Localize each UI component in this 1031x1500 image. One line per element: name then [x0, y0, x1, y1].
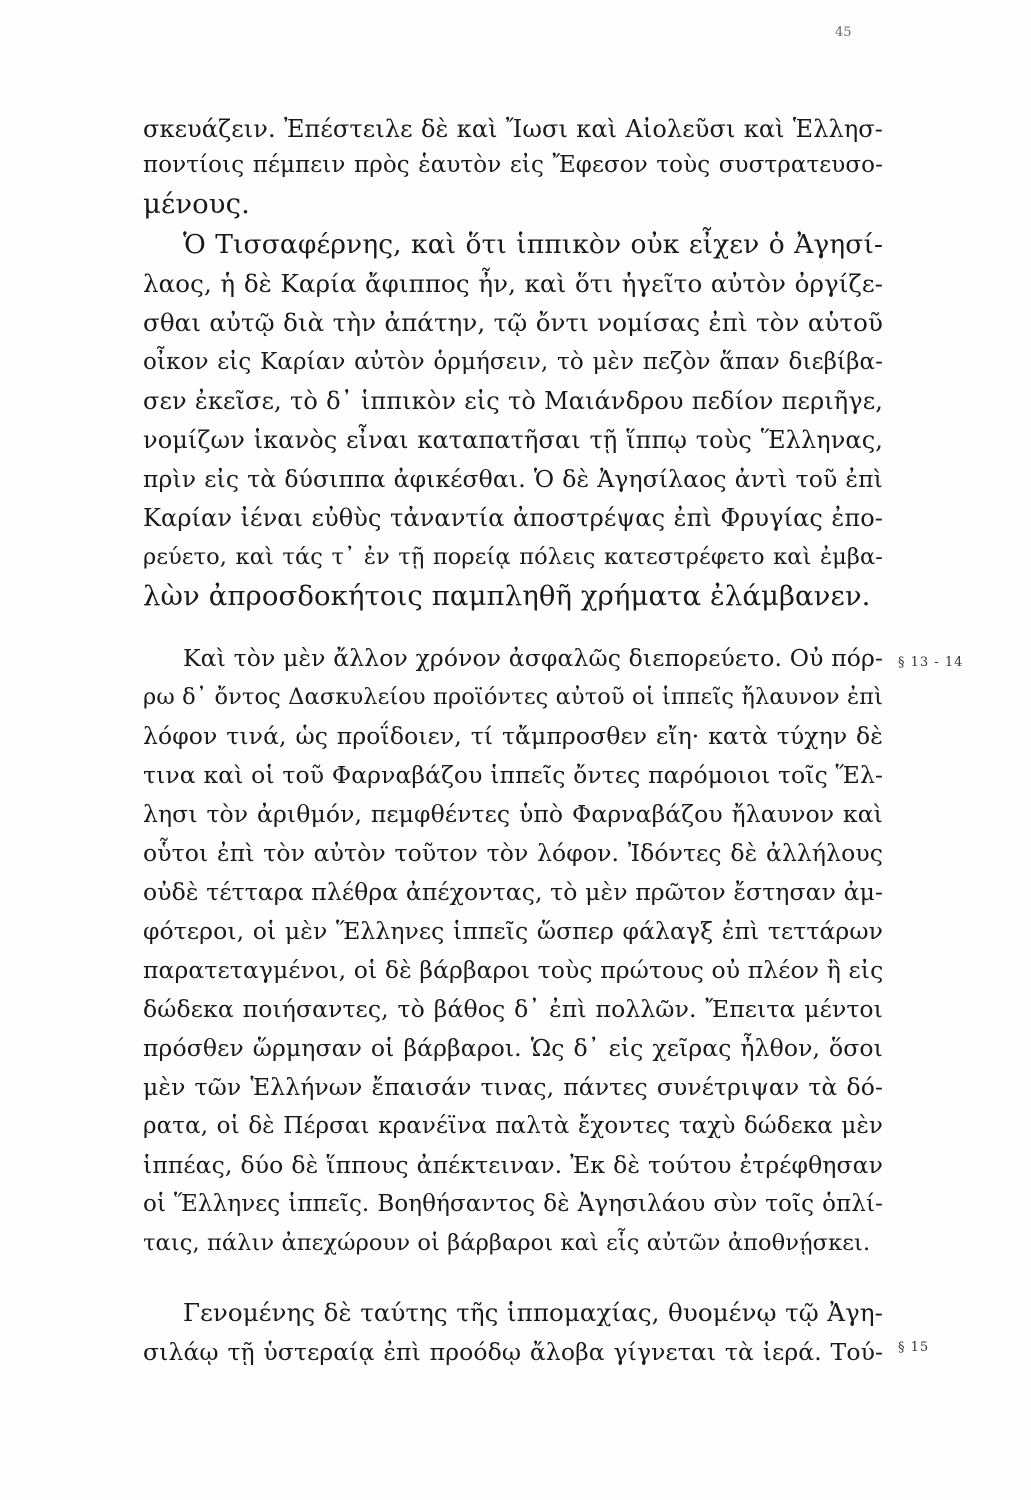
page-number: 45	[835, 25, 852, 40]
text-line: Ὁ Τισσαφέρνης, καὶ ὅτι ἱππικὸν οὐκ εἶχεν ὁ Ἀγησί-	[183, 229, 883, 260]
text-line: οἱ Ἕλληνες ἱππεῖς. Βοηθήσαντος δὲ Ἀγησιλάου σὺν τοῖς ὁπλί-	[143, 1191, 883, 1217]
text-line: δώδεκα ποιήσαντες, τὸ βάθος δ᾽ ἐπὶ πολλῶν. Ἔπειτα μέντοι	[143, 995, 883, 1023]
text-line: ρατα, οἱ δὲ Πέρσαι κρανέϊνα παλτὰ ἔχοντες ταχὺ δώδεκα μὲν	[143, 1113, 883, 1139]
text-line: σεν ἐκεῖσε, τὸ δ᾽ ἱππικὸν εἰς τὸ Μαιάνδρου πεδίον περιῆγε,	[143, 387, 883, 415]
text-line: λησι τὸν ἀριθμόν, πεμφθέντες ὑπὸ Φαρναβάζου ἤλαυνον καὶ	[143, 800, 883, 828]
text-line: παρατεταγμένοι, οἱ δὲ βάρβαροι τοὺς πρώτους οὐ πλέον ἢ εἰς	[143, 956, 884, 984]
text-line: οἶκον εἰς Καρίαν αὐτὸν ὁρμήσειν, τὸ μὲν πεζὸν ἅπαν διεβίβα-	[143, 349, 883, 375]
text-line: τινα καὶ οἱ τοῦ Φαρναβάζου ἱππεῖς ὄντες παρόμοιοι τοῖς Ἕλ-	[143, 761, 883, 789]
text-line: σιλάῳ τῇ ὑστεραίᾳ ἐπὶ προόδῳ ἄλοβα γίγνεται τὰ ἱερά. Τού-	[143, 1338, 883, 1366]
text-line: ρω δ᾽ ὄντος Δασκυλείου προϊόντες αὐτοῦ οἱ ἱππεῖς ἤλαυνον ἐπὶ	[143, 684, 883, 710]
text-line: μὲν τῶν Ἑλλήνων ἔπαισάν τινας, πάντες συνέτριψαν τὰ δό-	[143, 1073, 883, 1101]
text-line: πρόσθεν ὥρμησαν οἱ βάρβαροι. Ὡς δ᾽ εἰς χεῖρας ἦλθον, ὅσοι	[143, 1034, 883, 1062]
text-line: πρὶν εἰς τὰ δύσιππα ἀφικέσθαι. Ὁ δὲ Ἀγησίλαος ἀντὶ τοῦ ἐπὶ	[143, 465, 883, 493]
text-line: σθαι αὐτῷ διὰ τὴν ἀπάτην, τῷ ὄντι νομίσας ἐπὶ τὸν αὑτοῦ	[143, 308, 883, 337]
margin-section-reference: § 15	[898, 1340, 930, 1355]
text-line: ἱππέας, δύο δὲ ἵππους ἀπέκτειναν. Ἐκ δὲ τούτου ἐτρέφθησαν	[143, 1151, 883, 1179]
text-line: ποντίοις πέμπειν πρὸς ἑαυτὸν εἰς Ἔφεσον τοὺς συστρατευσο-	[143, 152, 883, 178]
text-line: νομίζων ἱκανὸς εἶναι καταπατῆσαι τῇ ἵππῳ τοὺς Ἕλληνας,	[143, 426, 883, 454]
text-line: λόφον τινά, ὡς προΐδοιεν, τί τἄμπροσθεν εἴη· κατὰ τύχην δὲ	[143, 722, 883, 750]
text-line: σκευάζειν. Ἐπέστειλε δὲ καὶ Ἴωσι καὶ Αἰολεῦσι καὶ Ἑλλησ-	[143, 115, 883, 143]
text-line: λαος, ἡ δὲ Καρία ἄφιππος ἦν, καὶ ὅτι ἡγεῖτο αὐτὸν ὀργίζε-	[143, 269, 883, 298]
text-line: φότεροι, οἱ μὲν Ἕλληνες ἱππεῖς ὥσπερ φάλαγξ ἐπὶ τεττάρων	[143, 917, 883, 945]
text-line: Καὶ τὸν μὲν ἄλλον χρόνον ἀσφαλῶς διεπορεύετο. Οὐ πόρ-	[183, 644, 883, 672]
text-line: ταις, πάλιν ἀπεχώρουν οἱ βάρβαροι καὶ εἷς αὐτῶν ἀποθνῄσκει.	[143, 1230, 871, 1256]
text-line: Καρίαν ἰέναι εὐθὺς τἀναντία ἀποστρέψας ἐπὶ Φρυγίας ἐπο-	[143, 504, 883, 532]
text-line: μένους.	[143, 188, 250, 220]
text-line: οὐδὲ τέτταρα πλέθρα ἀπέχοντας, τὸ μὲν πρῶτον ἔστησαν ἀμ-	[143, 878, 883, 906]
margin-section-reference: § 13 - 14	[898, 655, 964, 670]
text-line: λὼν ἀπροσδοκήτοις παμπληθῆ χρήματα ἐλάμβανεν.	[143, 580, 871, 612]
text-line: οὗτοι ἐπὶ τὸν αὐτὸν τοῦτον τὸν λόφον. Ἰδόντες δὲ ἀλλήλους	[143, 839, 883, 867]
text-line: ρεύετο, καὶ τάς τ᾽ ἐν τῇ πορείᾳ πόλεις κατεστρέφετο καὶ ἐμβα-	[143, 544, 883, 570]
text-line: Γενομένης δὲ ταύτης τῆς ἱππομαχίας, θυομένῳ τῷ Ἀγη-	[183, 1298, 883, 1327]
